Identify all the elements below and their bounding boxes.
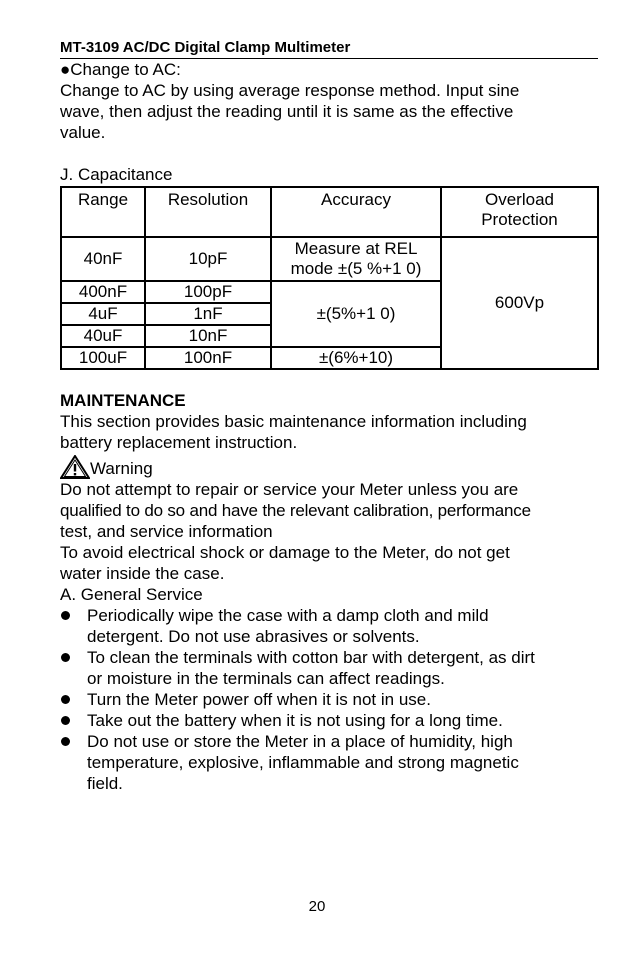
bullet-icon <box>61 695 70 704</box>
capacitance-table <box>60 186 599 370</box>
list-item-line: Periodically wipe the case with a damp cloth and mild <box>87 606 489 625</box>
maintenance-heading: MAINTENANCE <box>60 391 186 410</box>
list-item <box>60 647 598 689</box>
bullet-icon <box>61 611 70 620</box>
page-header: MT-3109 AC/DC Digital Clamp Multimeter <box>60 38 598 59</box>
cell-resolution: 100nF <box>145 347 271 369</box>
warning-text-2: qualified to do so and have the relevant calibration, performance <box>60 501 531 520</box>
cell-accuracy <box>271 237 441 281</box>
general-service-list <box>60 605 598 794</box>
accuracy-line-1: Measure at REL <box>294 239 418 258</box>
cell-resolution: 10nF <box>145 325 271 347</box>
cell-range: 100uF <box>61 347 145 369</box>
page-number: 20 <box>308 898 326 915</box>
list-item <box>60 731 598 794</box>
list-item-line: detergent. Do not use abrasives or solvents. <box>87 627 420 646</box>
maintenance-intro-2: battery replacement instruction. <box>60 433 298 452</box>
cell-resolution: 100pF <box>145 281 271 303</box>
cell-overload: 600Vp <box>441 237 598 369</box>
general-service-title: A. General Service <box>60 585 203 604</box>
table-row <box>61 237 598 281</box>
header-resolution: Resolution <box>145 187 271 237</box>
header-overload: Overload <box>485 190 554 209</box>
header-accuracy: Accuracy <box>271 187 441 237</box>
cell-resolution: 1nF <box>145 303 271 325</box>
warning-text-5: water inside the case. <box>60 564 225 583</box>
bullet-icon <box>61 653 70 662</box>
list-item <box>60 710 598 731</box>
ac-line-2: wave, then adjust the reading until it is same as the effective <box>60 102 514 121</box>
cell-range: 40nF <box>61 237 145 281</box>
document-page <box>60 38 598 794</box>
cell-resolution: 10pF <box>145 237 271 281</box>
warning-text-3: test, and service information <box>60 522 273 541</box>
cell-range: 4uF <box>61 303 145 325</box>
list-item-line: Do not use or store the Meter in a place of humidity, high <box>87 732 513 751</box>
cell-accuracy-shared: ±(5%+1 0) <box>271 281 441 347</box>
list-item-line: temperature, explosive, inflammable and strong magnetic <box>87 753 519 772</box>
list-item <box>60 689 598 710</box>
warning-label: Warning <box>90 459 153 478</box>
list-item-line: field. <box>87 774 123 793</box>
cell-range: 40uF <box>61 325 145 347</box>
list-item-line: To clean the terminals with cotton bar with detergent, as dirt <box>87 648 535 667</box>
ac-line-1: Change to AC by using average response method. Input sine <box>60 81 520 100</box>
list-item-line: Take out the battery when it is not using for a long time. <box>87 711 503 730</box>
cell-range: 400nF <box>61 281 145 303</box>
header-overload-protection <box>441 187 598 237</box>
ac-line-3: value. <box>60 123 106 142</box>
warning-triangle-icon <box>60 455 90 479</box>
header-range: Range <box>61 187 145 237</box>
accuracy-line-2: mode ±(5 %+1 0) <box>290 259 422 278</box>
warning-line <box>60 453 598 479</box>
maintenance-intro-1: This section provides basic maintenance information including <box>60 412 527 431</box>
capacitance-title: J. Capacitance <box>60 165 173 184</box>
list-item-line: Turn the Meter power off when it is not in use. <box>87 690 431 709</box>
warning-text-4: To avoid electrical shock or damage to the Meter, do not get <box>60 543 510 562</box>
warning-text-1: Do not attempt to repair or service your Meter unless you are <box>60 480 519 499</box>
bullet-icon <box>61 716 70 725</box>
list-item <box>60 605 598 647</box>
cell-accuracy: ±(6%+10) <box>271 347 441 369</box>
list-item-line: or moisture in the terminals can affect readings. <box>87 669 445 688</box>
header-protection: Protection <box>481 210 558 229</box>
ac-bullet-title: ●Change to AC: <box>60 60 181 79</box>
bullet-icon <box>61 737 70 746</box>
